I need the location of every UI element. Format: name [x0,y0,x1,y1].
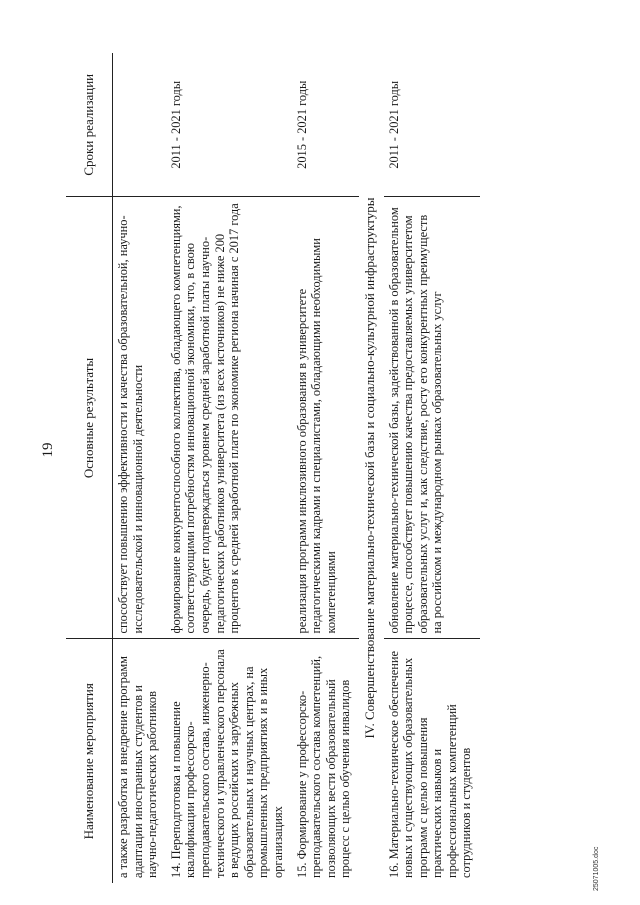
section-row [359,53,384,883]
table-row [384,53,481,883]
period-cell: 2011 - 2021 годы [166,53,292,197]
header-period: Сроки реализации [66,53,113,197]
result-cell: обновление материально-технической базы, задействованной в образовательном процессе, способствует повышению качества предоставляемых университетом образовательных услуг и, как следствие, росту его конкурентных преимуществ на российском и международном рынках образовательных услуг [384,197,481,639]
result-cell: формирование конкурентоспособного коллектива, обладающего компетенциями, соответствующими потребностям инновационной экономики, что, в свою очередь, будет подтверждаться уровнем средней заработной платы научно-педагогических работников университета (из всех источников) не ниже 200 процентов к средней заработной плате по экономике региона начиная с 2017 года [166,197,292,639]
period-cell: 2015 - 2021 годы [292,53,359,197]
measure-cell: 16. Материально-техническое обеспечение новых и существующих образовательных программ с целью повышения практических навыков и профессиональных компетенций сотрудников и студентов [386,651,474,878]
measure-cell: а также разработка и внедрение программ адаптации иностранных студентов и научно-педагогических работников [116,655,160,878]
header-measure: Наименование мероприятия [66,639,113,883]
table-row [166,53,292,883]
result-cell: реализация программ инклюзивного образования в университете педагогическими кадрами и специалистами, обладающими необходимыми компетенциями [292,197,359,639]
header-result: Основные результаты [66,197,113,639]
measure-cell: 15. Формирование у профессорско-преподавательского состава компетенций, позволяющих вести образовательный процесс с целью обучения инвалидов [294,655,353,878]
section-title: IV. Совершенствование материально-технической базы и социально-культурной инфраструктуры [361,197,377,739]
measure-cell: 14. Переподготовка и повышение квалификации профессорско-преподавательского состава, инженерно-технического и управленческого персонала в ведущих российских и зарубежных образовательных и научных центрах, на промышленных предприятиях и в иных организациях [168,649,285,878]
period-cell: 2011 - 2021 годы [384,53,481,197]
period-cell [113,53,166,197]
document-id: 25071005.doc [593,846,600,891]
table-header-row [66,53,113,883]
table-row [292,53,359,883]
page-number: 19 [40,442,56,458]
table-row [113,53,166,883]
measures-table [66,53,480,883]
result-cell: способствует повышению эффективности и качества образовательной, научно-исследовательской и инновационной деятельности [113,197,166,639]
